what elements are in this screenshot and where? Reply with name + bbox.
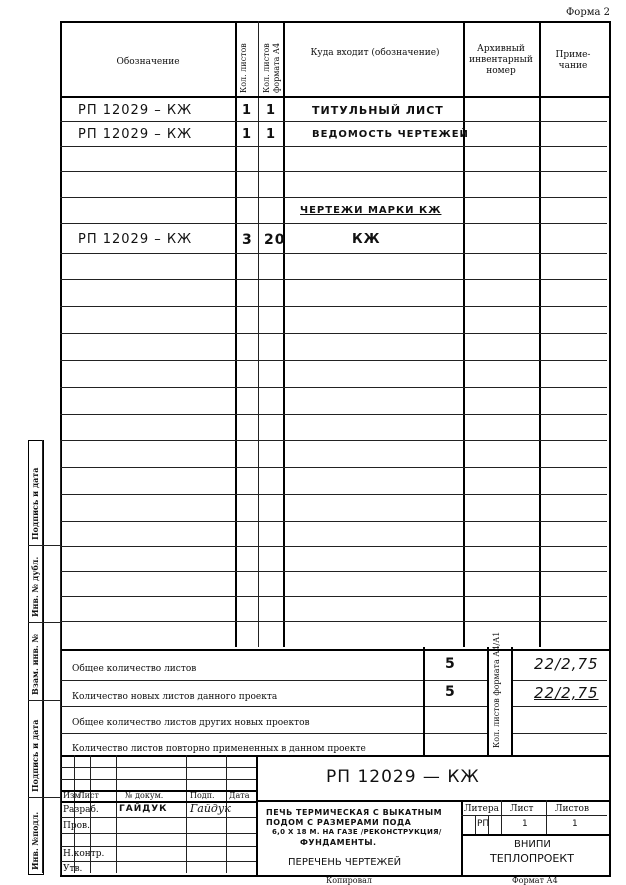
title-line-2: ПОДОМ С РАЗМЕРАМИ ПОДА [266, 818, 412, 827]
total-label: Общее количество листов [72, 664, 197, 674]
row-line [60, 333, 607, 334]
new-a4: 22/2,75 [534, 684, 599, 702]
side-line [42, 700, 60, 701]
header-sheets-a4: Кол. листов формата А4 [262, 42, 281, 93]
stamp-row [60, 779, 256, 780]
col-divider [283, 21, 285, 647]
row-6-sheets: 3 [242, 232, 253, 248]
razrab-label: Разраб. [63, 805, 99, 815]
row-1-sheets: 1 [242, 103, 253, 118]
row-line [60, 596, 607, 597]
title-line-4: ФУНДАМЕНТЫ. [300, 838, 377, 847]
col-divider [463, 21, 465, 647]
header-designation: Обозначение [116, 57, 180, 67]
totals-divider [487, 647, 489, 755]
totals-line [511, 706, 607, 707]
stamp-line [256, 800, 609, 802]
row-5-used-in: ЧЕРТЕЖИ МАРКИ КЖ [300, 205, 442, 216]
side-line [42, 545, 60, 546]
row-line [60, 414, 607, 415]
row-line [60, 171, 607, 172]
row-line [60, 621, 607, 622]
other-label: Общее количество листов других новых проектов [72, 718, 310, 728]
stamp-col [186, 755, 187, 873]
new-label: Количество новых листов данного проекта [72, 692, 278, 702]
side-line [42, 440, 43, 873]
col-izm: Изм [63, 791, 81, 800]
row-line [60, 223, 607, 224]
row-1-used-in: ТИТУЛЬНЫЙ ЛИСТ [312, 104, 444, 117]
row-line [60, 467, 607, 468]
total-a4: 22/2,75 [534, 655, 599, 673]
row-line [60, 121, 607, 122]
totals-divider [423, 647, 425, 755]
row-line [60, 146, 607, 147]
reused-label: Количество листов повторно примененных в данном проекте [72, 744, 366, 754]
form-label: Форма 2 [566, 7, 611, 18]
col-doc: № докум. [125, 791, 164, 800]
row-line [60, 546, 607, 547]
side-line [28, 545, 43, 546]
row-line [60, 387, 607, 388]
stamp-col [116, 755, 117, 873]
col-list: Лист [78, 791, 99, 800]
row-2-sheets: 1 [242, 127, 253, 142]
row-line [60, 494, 607, 495]
row-line [60, 521, 607, 522]
header-bottom-line [60, 96, 609, 98]
totals-divider [511, 647, 513, 755]
litera-value: РП [477, 819, 490, 829]
row-line [60, 360, 607, 361]
nkontr-label: Н.контр. [63, 849, 105, 859]
row-2-designation: РП 12029 – КЖ [78, 127, 193, 142]
total-value: 5 [445, 656, 456, 672]
row-line [60, 253, 607, 254]
totals-line [511, 680, 607, 681]
row-6-used-in: КЖ [352, 232, 381, 247]
prov-label: Пров. [63, 821, 90, 831]
row-line [60, 440, 607, 441]
side-line [42, 797, 60, 798]
title-line-3: 6,0 Х 18 М. НА ГАЗЕ /РЕКОНСТРУКЦИЯ/ [272, 828, 442, 836]
row-line [60, 197, 607, 198]
row-1-designation: РП 12029 – КЖ [78, 103, 193, 118]
stamp-line [461, 834, 609, 836]
stamp-divider [256, 755, 258, 875]
org-line-1: ВНИПИ [514, 839, 551, 850]
header-used-in: Куда входит (обозначение) [310, 48, 440, 58]
razrab-signature: Гайдук [190, 802, 231, 815]
new-value: 5 [445, 684, 456, 700]
row-line [60, 306, 607, 307]
stamp-divider [475, 815, 476, 834]
col-date: Дата [229, 791, 250, 800]
listov-value: 1 [572, 819, 578, 829]
side-line [60, 440, 61, 875]
row-2-used-in: ВЕДОМОСТЬ ЧЕРТЕЖЕЙ [312, 129, 469, 140]
col-divider [258, 21, 259, 647]
title-line-1: ПЕЧЬ ТЕРМИЧЕСКАЯ С ВЫКАТНЫМ [266, 808, 443, 817]
stamp-divider [546, 800, 547, 834]
header-sheets-count: Кол. листов [239, 43, 248, 93]
side-label-vzam-inv: Взам. инв. № [30, 633, 40, 695]
stamp-row [60, 833, 256, 834]
razrab-name: ГАЙДУК [119, 804, 168, 814]
stamp-row [60, 767, 256, 768]
listov-label: Листов [555, 804, 590, 814]
stamp-row [60, 817, 256, 818]
stamp-line [461, 815, 607, 816]
stamp-row [60, 846, 256, 847]
stamp-divider [501, 800, 502, 834]
footer-format: Формат А4 [512, 876, 558, 885]
row-line [60, 571, 607, 572]
side-label-sign-date-1: Подпись и дата [30, 467, 40, 540]
side-label-sign-date-2: Подпись и дата [30, 719, 40, 792]
row-2-a4: 1 [266, 127, 277, 142]
list-label: Лист [510, 804, 534, 814]
side-line [28, 700, 43, 701]
side-line [28, 797, 43, 798]
row-6-designation: РП 12029 – КЖ [78, 232, 193, 247]
org-line-2: ТЕПЛОПРОЕКТ [490, 852, 574, 865]
row-1-a4: 1 [266, 103, 277, 118]
side-label-inv-podl: Инв. №подл. [30, 811, 40, 870]
row-line [60, 279, 607, 280]
header-archive: Архивный инвентарный номер [469, 44, 533, 76]
doc-title: ПЕРЕЧЕНЬ ЧЕРТЕЖЕЙ [288, 857, 402, 868]
utv-label: Утв. [63, 864, 83, 874]
litera-label: Литера [464, 804, 499, 814]
stamp-divider [461, 800, 463, 875]
a4-label: Кол. листов формата А4/А1 [492, 631, 501, 748]
side-label-inv-dubl: Инв. № дубл. [30, 556, 40, 617]
list-value: 1 [522, 819, 528, 829]
side-line [42, 622, 60, 623]
totals-line [511, 733, 607, 734]
header-note: Приме- чание [555, 50, 591, 71]
row-6-a4: 20 [264, 232, 286, 248]
stamp-row [60, 861, 256, 862]
col-divider [235, 21, 237, 647]
side-line [28, 622, 43, 623]
col-sign: Подп. [190, 791, 215, 800]
col-divider [539, 21, 541, 647]
footer-copied: Копировал [326, 876, 372, 885]
stamp-code: РП 12029 — КЖ [326, 767, 480, 787]
